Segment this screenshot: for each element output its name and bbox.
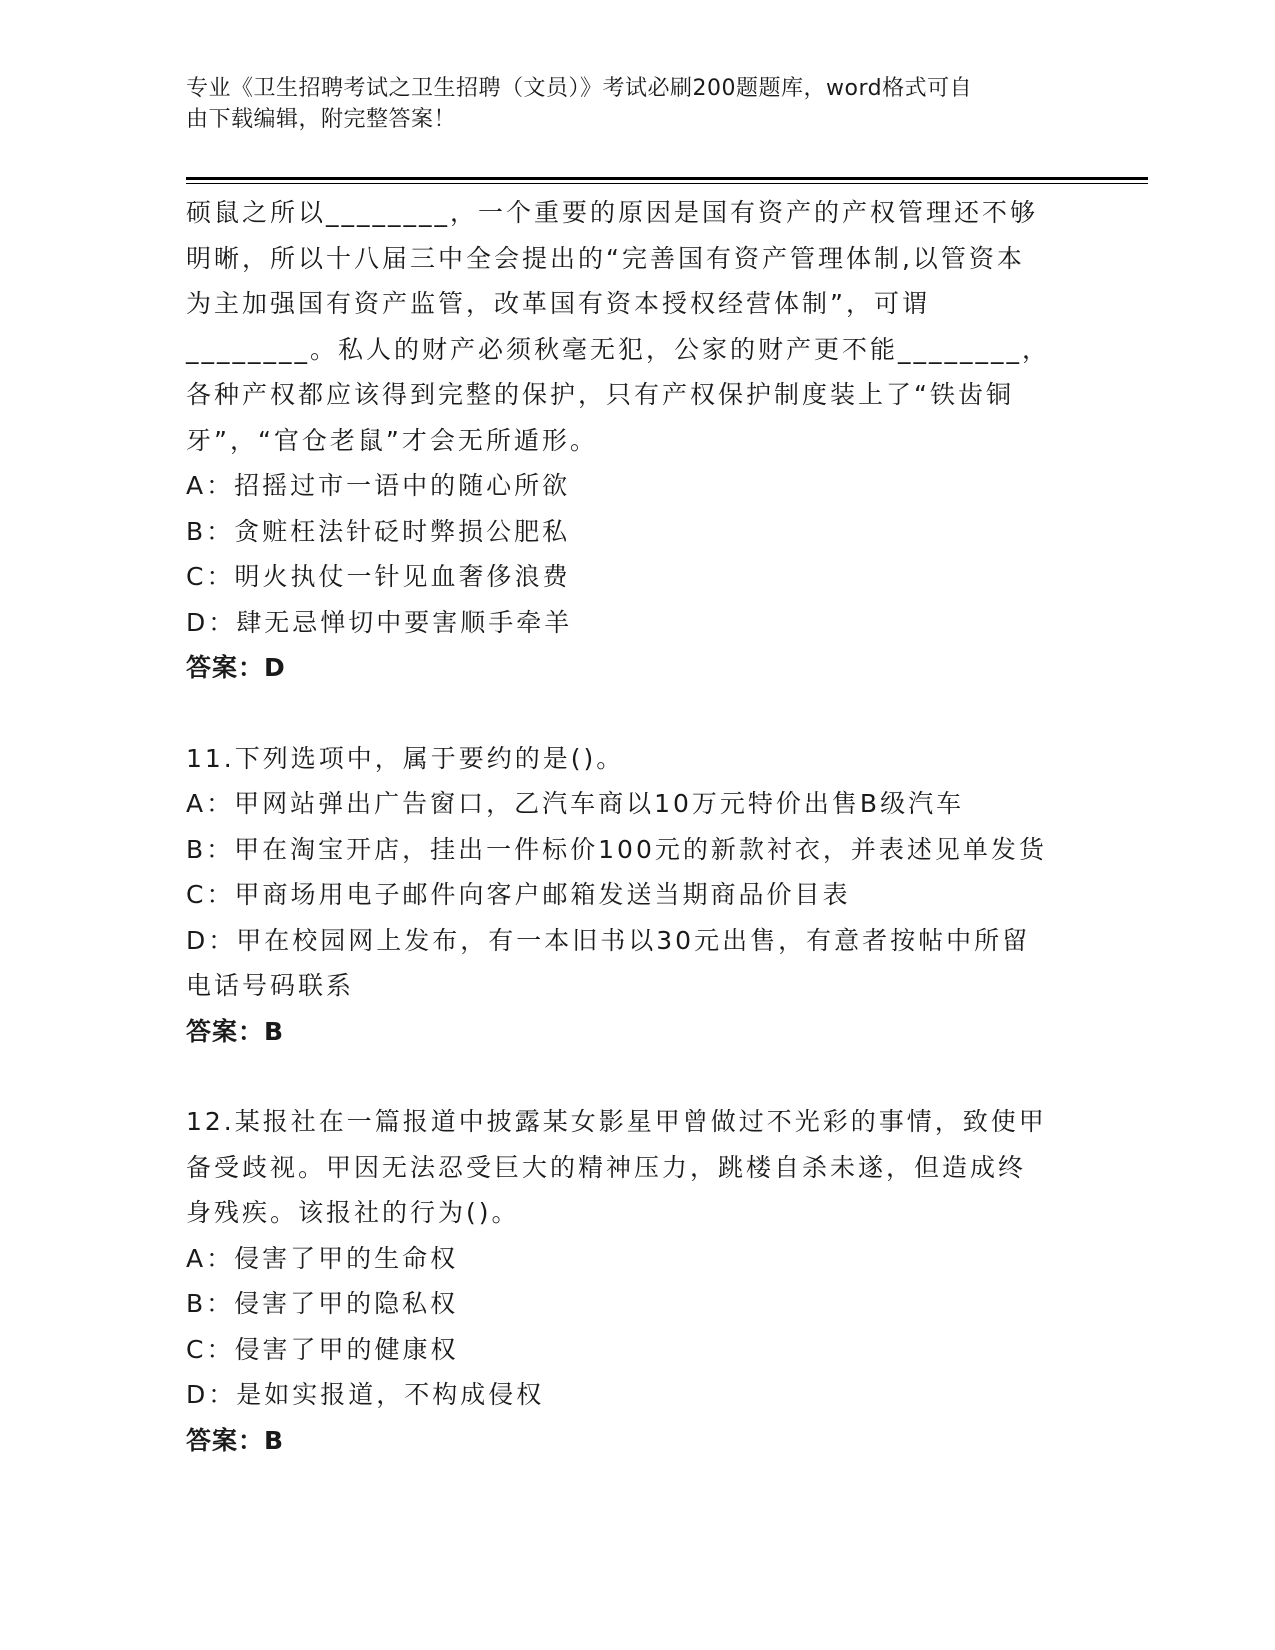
question-stem-line: 牙”，“官仓老鼠”才会无所遁形。	[186, 425, 598, 455]
option-b: B：甲在淘宝开店，挂出一件标价100元的新款衬衣，并表述见单发货	[186, 834, 1047, 864]
question-stem-line: 11.下列选项中，属于要约的是()。	[186, 743, 625, 773]
header-line-2: 由下载编辑，附完整答案！	[186, 107, 457, 132]
answer-line: 答案：D	[186, 653, 286, 682]
question-stem-line: 硕鼠之所以________，一个重要的原因是国有资产的产权管理还不够	[186, 198, 1039, 227]
question-content	[186, 190, 1086, 1463]
question-stem-line: 12.某报社在一篇报道中披露某女影星甲曾做过不光彩的事情，致使甲	[186, 1107, 1047, 1136]
answer-line: 答案：B	[186, 1425, 285, 1455]
question-10	[186, 190, 1086, 691]
option-b: B：侵害了甲的隐私权	[186, 1289, 459, 1318]
option-d-continued: 电话号码联系	[186, 971, 355, 1000]
option-c: C：侵害了甲的健康权	[186, 1334, 459, 1364]
option-a: A：甲网站弹出广告窗口，乙汽车商以10万元特价出售B级汽车	[186, 789, 965, 818]
option-d: D：是如实报道，不构成侵权	[186, 1380, 545, 1409]
option-a: A：侵害了甲的生命权	[186, 1243, 459, 1273]
header-line-1: 专业《卫生招聘考试之卫生招聘（文员）》考试必刷200题题库，word格式可自	[186, 76, 973, 101]
question-stem-line: 备受歧视。甲因无法忍受巨大的精神压力，跳楼自杀未遂，但造成终	[186, 1152, 1027, 1182]
question-stem-line: 身残疾。该报社的行为()。	[186, 1198, 520, 1227]
question-stem-line: 明晰，所以十八届三中全会提出的“完善国有资产管理体制,以管资本	[186, 243, 1025, 273]
question-stem-line: ________。私人的财产必须秋毫无犯，公家的财产更不能________，	[186, 334, 1051, 364]
option-d: D：甲在校园网上发布，有一本旧书以30元出售，有意者按帖中所留	[186, 925, 1031, 955]
answer-line: 答案：B	[186, 1016, 285, 1046]
option-b: B：贪赃枉法针砭时弊损公肥私	[186, 516, 571, 546]
option-d: D：肆无忌惮切中要害顺手牵羊	[186, 607, 573, 637]
question-stem-line: 各种产权都应该得到完整的保护，只有产权保护制度装上了“铁齿铜	[186, 380, 1014, 409]
question-11	[186, 736, 1086, 1055]
header-rule-thick	[186, 177, 1148, 180]
question-stem-line: 为主加强国有资产监管，改革国有资本授权经营体制”，可谓	[186, 289, 930, 318]
spacer	[186, 1054, 1086, 1099]
question-12	[186, 1099, 1086, 1463]
option-c: C：甲商场用电子邮件向客户邮箱发送当期商品价目表	[186, 880, 851, 909]
option-a: A：招摇过市一语中的随心所欲	[186, 471, 571, 500]
header-rule-thin	[186, 183, 1148, 184]
option-c: C：明火执仗一针见血奢侈浪费	[186, 562, 571, 591]
spacer	[186, 691, 1086, 736]
document-header	[186, 73, 1066, 135]
